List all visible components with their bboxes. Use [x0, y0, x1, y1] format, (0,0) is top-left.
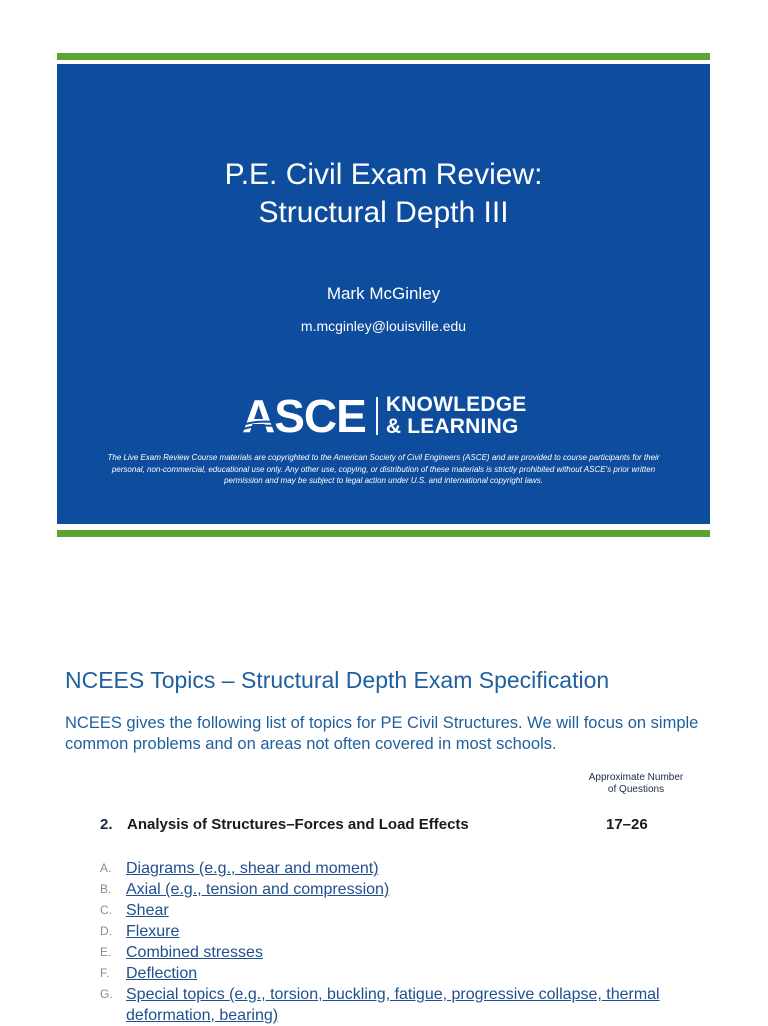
approx-label-line2: of Questions [607, 784, 665, 795]
slide-title [57, 156, 710, 232]
topic-link-combined-stresses[interactable]: Combined stresses [126, 944, 263, 961]
topic-letter: C. [100, 903, 112, 917]
topic-item [100, 900, 700, 921]
topic-letter: A. [100, 861, 112, 875]
copyright-disclaimer: The Live Exam Review Course materials are copyrighted to the American Society of Civil Engineers (ASCE) and are provided to course participants for their personal, non-commercial, educational use only. Any other use, copying, or distribution of these materials is strictly prohibited without ASCE's prior written permission and may be subject to legal action under U.S. and international copyright laws. [107, 453, 660, 485]
asce-logo-mark [242, 390, 366, 442]
topic-letter: E. [100, 945, 112, 959]
topic-letter: G. [100, 987, 113, 1001]
approx-label-line1: Approximate Number [588, 772, 684, 783]
topics-slide-title: NCEES Topics – Structural Depth Exam Specification [65, 667, 610, 693]
author-email: m.mcginley@louisville.edu [300, 318, 467, 334]
bottom-accent-bar [57, 530, 710, 537]
topic-link-deflection[interactable]: Deflection [126, 965, 198, 982]
logo-divider [376, 397, 378, 435]
slide-title-line1: P.E. Civil Exam Review: [224, 158, 543, 191]
asce-logo [242, 390, 527, 442]
topic-item [100, 942, 700, 963]
topic-link-axial[interactable]: Axial (e.g., tension and compression) [126, 881, 390, 898]
topic-item [100, 984, 700, 1026]
logo-subtitle-line1: KNOWLEDGE [385, 393, 527, 416]
title-slide-panel [57, 64, 710, 524]
topic-letter: F. [100, 966, 110, 980]
section-title: Analysis of Structures–Forces and Load Effects [127, 816, 469, 833]
topic-item [100, 963, 700, 984]
asce-logo-text: ASCE [242, 390, 366, 442]
author-name: Mark McGinley [326, 284, 441, 303]
swoosh-icon [236, 418, 276, 434]
topic-list [100, 858, 700, 1026]
logo-subtitle [386, 394, 527, 438]
section-number: 2. [100, 816, 113, 833]
topic-letter: B. [100, 882, 112, 896]
top-accent-bar [57, 53, 710, 60]
section-question-count: 17–26 [606, 816, 648, 833]
topic-link-flexure[interactable]: Flexure [126, 923, 180, 940]
approx-questions-label [580, 772, 692, 796]
topic-item [100, 921, 700, 942]
topic-link-special-topics[interactable]: Special topics (e.g., torsion, buckling, fatigue, progressive collapse, thermal deformation, bearing) [126, 986, 660, 1024]
topic-item [100, 858, 700, 879]
topic-item [100, 879, 700, 900]
logo-subtitle-line2: & LEARNING [385, 415, 519, 438]
topic-link-diagrams[interactable]: Diagrams (e.g., shear and moment) [126, 860, 379, 877]
topics-intro-text: NCEES gives the following list of topics for PE Civil Structures. We will focus on simple common problems and on areas not often covered in most schools. [65, 714, 699, 753]
topic-link-shear[interactable]: Shear [126, 902, 169, 919]
topic-letter: D. [100, 924, 112, 938]
slide-title-line2: Structural Depth III [258, 196, 509, 229]
